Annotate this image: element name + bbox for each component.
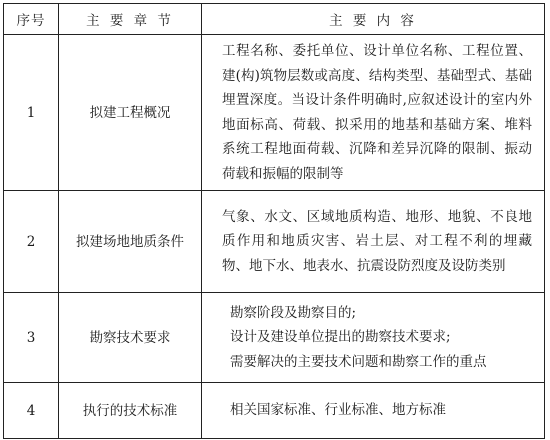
row-number: 2 xyxy=(4,191,59,293)
header-main-chapter: 主 要 章 节 xyxy=(59,4,202,35)
row-chapter: 执行的技术标准 xyxy=(59,383,202,439)
row-content: 气象、水文、区域地质构造、地形、地貌、不良地质作用和地质灾害、岩土层、对工程不利的埋藏物、地下水、地表水、抗震设防烈度及设防类别 xyxy=(202,191,545,293)
content-line: 需要解决的主要技术问题和勘察工作的重点 xyxy=(230,353,487,370)
row-number: 3 xyxy=(4,293,59,383)
row-number: 4 xyxy=(4,383,59,439)
row-content xyxy=(202,293,545,383)
header-main-content: 主 要 内 容 xyxy=(202,4,545,35)
row-chapter: 勘察技术要求 xyxy=(59,293,202,383)
row-chapter: 拟建工程概况 xyxy=(59,35,202,191)
table-row xyxy=(4,35,545,191)
row-content: 工程名称、委托单位、设计单位名称、工程位置、建(构)筑物层数或高度、结构类型、基础型式、基础埋置深度。当设计条件明确时,应叙述设计的室内外地面标高、荷载、拟采用的地基和基础方案、堆料系统工程地面荷载、沉降和差异沉降的限制、振动荷载和振幅的限制等 xyxy=(202,35,545,191)
row-chapter: 拟建场地地质条件 xyxy=(59,191,202,293)
content-line: 勘察阶段及勘察目的; xyxy=(230,304,357,321)
survey-requirements-table xyxy=(3,3,545,439)
table-row xyxy=(4,293,545,383)
table-header-row xyxy=(4,4,545,35)
row-number: 1 xyxy=(4,35,59,191)
header-serial-number: 序号 xyxy=(4,4,59,35)
table-row xyxy=(4,191,545,293)
row-content: 相关国家标准、行业标准、地方标准 xyxy=(202,383,545,439)
table-row xyxy=(4,383,545,439)
content-line: 设计及建设单位提出的勘察技术要求; xyxy=(230,329,451,346)
